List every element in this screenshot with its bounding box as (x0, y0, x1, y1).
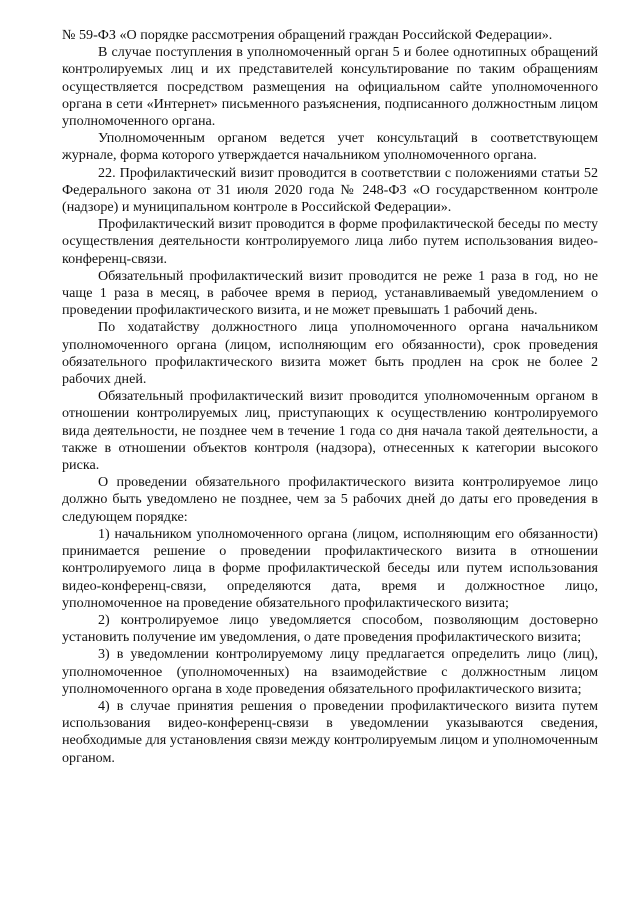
paragraph-visit-form: Профилактический визит проводится в форме профилактической беседы по месту осуществления деятельности контролируемого лица либо путем использования видео-конференц-связи. (62, 216, 598, 267)
list-item-1: 1) начальником уполномоченного органа (лицом, исполняющим его обязанности) принимается решение о проведении профилактического визита в отношении контролируемого лица в форме профилактической беседы или путем использования видео-конференц-связи, определяются дата, время и должностное лицо, уполномоченное на проведение обязательного профилактического визита; (62, 525, 598, 611)
paragraph-consultation-journal: Уполномоченным органом ведется учет консультаций в соответствующем журнале, форма которого утверждается начальником уполномоченного органа. (62, 130, 598, 164)
list-item-4: 4) в случае принятия решения о проведении профилактического визита путем использования видео-конференц-связи в уведомлении указываются сведения, необходимые для установления связи между контролируемым лицом и уполномоченным органом. (62, 697, 598, 766)
paragraph-22-preventive-visit: 22. Профилактический визит проводится в соответствии с положениями статьи 52 Федерального закона от 31 июля 2020 года № 248-ФЗ «О государственном контроле (надзоре) и муниципальном контроле в Российской Федерации». (62, 164, 598, 216)
document-page (62, 27, 598, 767)
paragraph-mandatory-visit-frequency: Обязательный профилактический визит проводится не реже 1 раза в год, но не чаще 1 раза в месяц, в рабочее время в период, устанавливаемый уведомлением о проведении профилактического визита, и не может превышать 1 рабочий день. (62, 267, 598, 319)
list-item-2: 2) контролируемое лицо уведомляется способом, позволяющим достоверно установить получение им уведомления, о дате проведения профилактического визита; (62, 611, 598, 646)
paragraph-law-reference: № 59-ФЗ «О порядке рассмотрения обращений граждан Российской Федерации». (62, 27, 553, 43)
paragraph-visit-extension: По ходатайству должностного лица уполномоченного органа начальником уполномоченного органа (лицом, исполняющим его обязанности), срок проведения обязательного профилактического визита может быть продлен на срок не более 2 рабочих дней. (62, 319, 598, 388)
list-item-3: 3) в уведомлении контролируемому лицу предлагается определить лицо (лиц), уполномоченное (уполномоченных) на взаимодействие с должностным лицом уполномоченного органа в ходе проведения обязательного профилактического визита; (62, 646, 598, 697)
paragraph-mandatory-visit-scope: Обязательный профилактический визит проводится уполномоченным органом в отношении контролируемых лиц, приступающих к осуществлению контролируемого вида деятельности, не позднее чем в течение 1 года со дня начала такой деятельности, а также в отношении объектов контроля (надзора), отнесенных к категории высокого риска. (62, 388, 598, 474)
paragraph-notification-order: О проведении обязательного профилактического визита контролируемое лицо должно быть уведомлено не позднее, чем за 5 рабочих дней до даты его проведения в следующем порядке: (62, 474, 598, 525)
paragraph-similar-requests: В случае поступления в уполномоченный орган 5 и более однотипных обращений контролируемых лиц и их представителей консультирование по таким обращениям осуществляется посредством размещения на официальном сайте уполномоченного органа в сети «Интернет» письменного разъяснения, подписанного должностным лицом уполномоченного органа. (62, 44, 598, 130)
